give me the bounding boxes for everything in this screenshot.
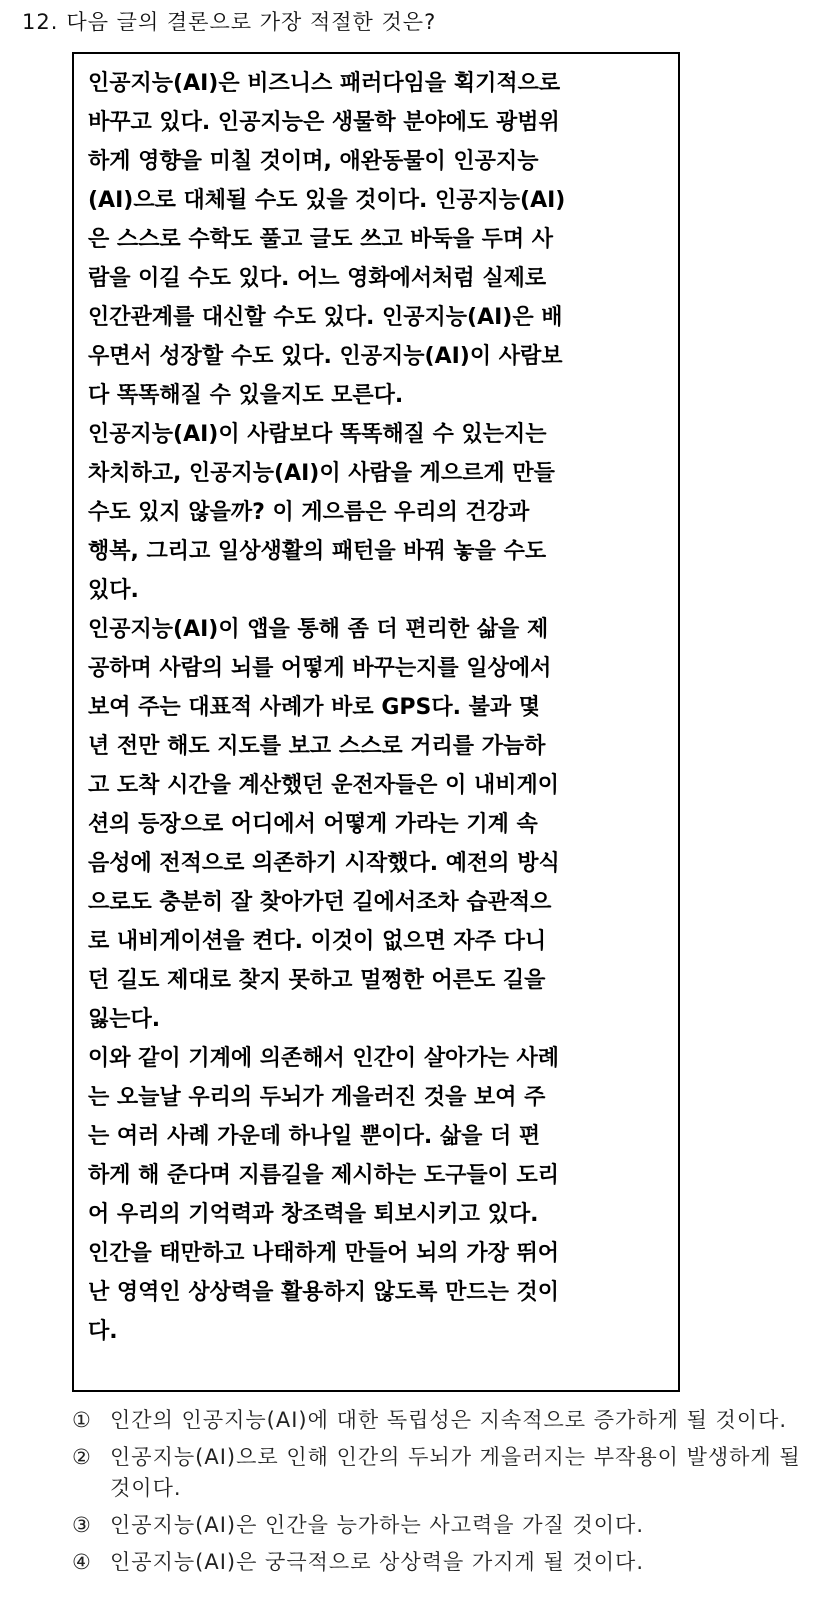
passage-box <box>72 52 680 1392</box>
passage-line: 은 스스로 수학도 풀고 글도 쓰고 바둑을 두며 사 <box>88 227 554 252</box>
passage-line: 던 길도 제대로 찾지 못하고 멀쩡한 어른도 길을 <box>88 968 546 993</box>
passage-line: 있다. <box>88 578 139 603</box>
passage-line: 어 우리의 기억력과 창조력을 퇴보시키고 있다. <box>88 1202 539 1227</box>
passage-line: 인간관계를 대신할 수도 있다. 인공지능(AI)은 배 <box>88 305 563 330</box>
passage-line: 음성에 전적으로 의존하기 시작했다. 예전의 방식 <box>88 851 560 876</box>
passage-line: 년 전만 해도 지도를 보고 스스로 거리를 가늠하 <box>88 734 546 759</box>
passage-line: 하게 해 준다며 지름길을 제시하는 도구들이 도리 <box>88 1163 559 1188</box>
passage-line: 는 오늘날 우리의 두뇌가 게을러진 것을 보여 주 <box>88 1085 546 1110</box>
passage-line: 으로도 충분히 잘 찾아가던 길에서조차 습관적으 <box>88 890 552 915</box>
choice-text: 인공지능(AI)은 궁극적으로 상상력을 가지게 될 것이다. <box>110 1550 645 1574</box>
choice-text: 인공지능(AI)으로 인해 인간의 두뇌가 게을러지는 부작용이 발생하게 될 것이다. <box>110 1445 801 1500</box>
passage-line: 다 똑똑해질 수 있을지도 모른다. <box>88 383 404 408</box>
passage-line: 우면서 성장할 수도 있다. 인공지능(AI)이 사람보 <box>88 344 563 369</box>
choice-option-1[interactable] <box>72 1405 812 1436</box>
choice-number: ② <box>72 1445 92 1469</box>
passage-line: 는 여러 사례 가운데 하나일 뿐이다. 삶을 더 편 <box>88 1124 541 1149</box>
passage-line: 로 내비게이션을 켠다. 이것이 없으면 자주 다니 <box>88 929 547 954</box>
passage-line: 인공지능(AI)은 비즈니스 패러다임을 획기적으로 <box>88 71 561 96</box>
passage-line: 하게 영향을 미칠 것이며, 애완동물이 인공지능 <box>88 149 539 174</box>
answer-choices <box>72 1405 812 1584</box>
question-number: 12. <box>22 10 59 34</box>
passage-line: 션의 등장으로 어디에서 어떻게 가라는 기계 속 <box>88 812 538 837</box>
passage-line: 행복, 그리고 일상생활의 패턴을 바꿔 놓을 수도 <box>88 539 547 564</box>
passage-line: 고 도착 시간을 계산했던 운전자들은 이 내비게이 <box>88 773 559 798</box>
question-prompt <box>22 8 436 36</box>
passage-line: 수도 있지 않을까? 이 게으름은 우리의 건강과 <box>88 500 530 525</box>
passage-line: 공하며 사람의 뇌를 어떻게 바꾸는지를 일상에서 <box>88 656 552 681</box>
passage-line: 다. <box>88 1319 118 1344</box>
passage-line: 이와 같이 기계에 의존해서 인간이 살아가는 사례 <box>88 1046 559 1071</box>
passage-line: 인공지능(AI)이 사람보다 똑똑해질 수 있는지는 <box>88 422 547 447</box>
passage-line: 잃는다. <box>88 1007 161 1032</box>
choice-option-4[interactable] <box>72 1547 812 1578</box>
passage-line: 인공지능(AI)이 앱을 통해 좀 더 편리한 삶을 제 <box>88 617 549 642</box>
choice-number: ④ <box>72 1550 92 1574</box>
choice-number: ③ <box>72 1513 92 1537</box>
passage-line: 차치하고, 인공지능(AI)이 사람을 게으르게 만들 <box>88 461 555 486</box>
choice-text: 인공지능(AI)은 인간을 능가하는 사고력을 가질 것이다. <box>110 1513 645 1537</box>
passage-line: 람을 이길 수도 있다. 어느 영화에서처럼 실제로 <box>88 266 547 291</box>
choice-option-3[interactable] <box>72 1510 812 1541</box>
choice-text: 인간의 인공지능(AI)에 대한 독립성은 지속적으로 증가하게 될 것이다. <box>110 1408 788 1432</box>
passage-line: 바꾸고 있다. 인공지능은 생물학 분야에도 광범위 <box>88 110 560 135</box>
passage-line: (AI)으로 대체될 수도 있을 것이다. 인공지능(AI) <box>88 188 566 213</box>
passage-line: 보여 주는 대표적 사례가 바로 GPS다. 불과 몇 <box>88 695 541 720</box>
passage-line: 인간을 태만하고 나태하게 만들어 뇌의 가장 뛰어 <box>88 1241 559 1266</box>
question-text: 다음 글의 결론으로 가장 적절한 것은? <box>66 10 437 34</box>
choice-option-2[interactable] <box>72 1442 812 1504</box>
passage-line: 난 영역인 상상력을 활용하지 않도록 만드는 것이 <box>88 1280 559 1305</box>
choice-number: ① <box>72 1408 92 1432</box>
